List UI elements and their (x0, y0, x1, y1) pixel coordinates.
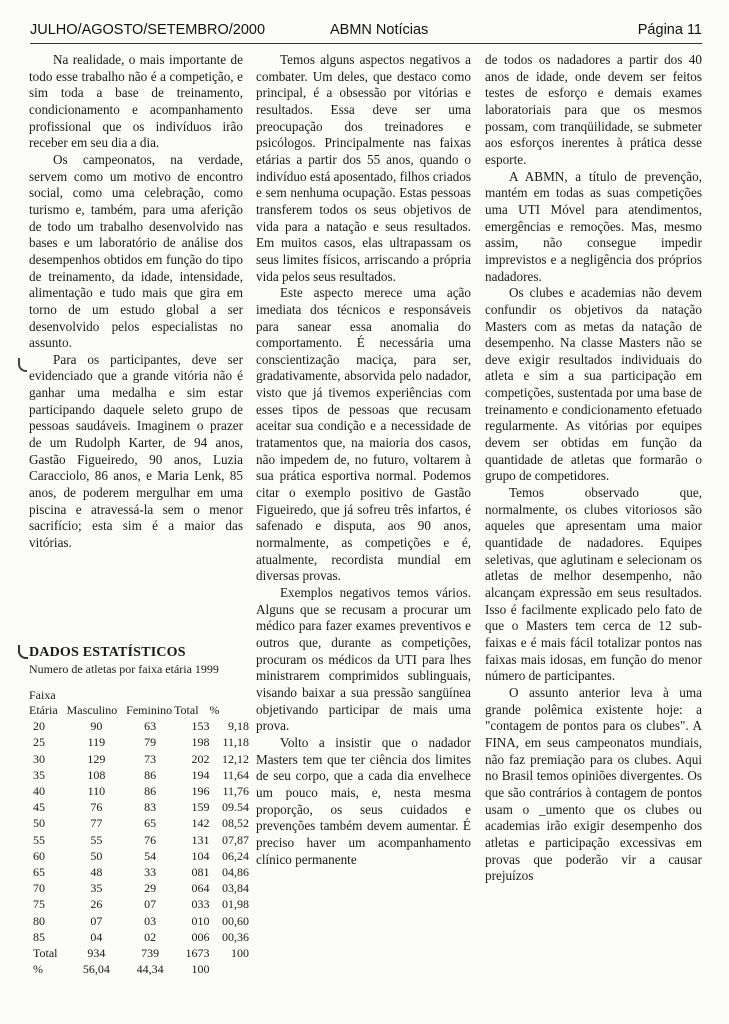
table-cell: 11,64 (222, 767, 249, 782)
table-cell: 80 (33, 913, 45, 928)
table-row (29, 832, 249, 848)
table-cell: 76 (90, 800, 103, 815)
stats-section (29, 645, 249, 977)
stats-table (29, 702, 249, 977)
stats-subtitle: Numero de atletas por faixa etária 1999 (29, 662, 219, 676)
column-header: Masculino (66, 703, 118, 717)
table-row (29, 929, 249, 945)
table-cell: 79 (144, 735, 157, 750)
table-cell: 02 (144, 929, 157, 944)
table-cell: 83 (144, 800, 157, 815)
table-cell: 50 (33, 816, 45, 831)
column-2 (256, 52, 471, 868)
paragraph: A ABMN, a título de prevenção, mantém em todas as suas competições uma UTI Móvel para atendimentos, emergências e remoções. Mas, mesmo assim, não consegue impedir imprevistos e a negligência dos próprios nadadores. (485, 168, 702, 284)
table-row (29, 799, 249, 815)
table-cell: 30 (33, 751, 45, 766)
table-cell: 104 (191, 848, 210, 863)
table-cell: 07 (144, 897, 157, 912)
table-cell: 60 (33, 848, 45, 863)
paragraph: Para os participantes, deve ser evidenciado que a grande vitória não é ganhar uma medalha e sim estar participando daquele seleto grupo de pessoas saudáveis. Imaginem o prazer de um Rudolph Karter, de 94 anos, Gastão Figueiredo, 90 anos, Luzia Caracciolo, 86 anos, e Maria Lenk, 85 anos, de poderem mergulhar em uma piscina e atravessá-la sem o menor sacrifício; esta sim é a maior das vitórias. (29, 351, 243, 551)
paragraph: Os campeonatos, na verdade, servem como um motivo de encontro social, como uma celebração, como turismo e, também, para uma aferição de todo um trabalho desenvolvido nas bases e um laboratório de análise dos desempenhos obtidos em função do tipo de treinamento, da idade, intensidade, alimentação e tudo mais que gira em torno de um estudo global a ser desenvolvido pelos especialistas no assunto. (29, 151, 243, 351)
table-cell: 40 (33, 784, 45, 799)
page-header (30, 22, 702, 44)
table-cell: 20 (33, 719, 45, 734)
table-cell: 08,52 (222, 816, 249, 831)
table-cell: 033 (191, 897, 210, 912)
table-cell: 75 (33, 897, 45, 912)
page-number: Página 11 (637, 22, 702, 38)
table-cell: 194 (191, 767, 210, 782)
table-cell: 86 (144, 784, 157, 799)
table-row (29, 751, 249, 767)
table-cell: 04,86 (222, 865, 249, 880)
table-cell: 44,34 (136, 962, 164, 977)
table-cell: 100 (191, 962, 210, 977)
scan-mark (18, 645, 28, 659)
table-cell: 73 (144, 751, 157, 766)
table-cell: 11,76 (222, 784, 249, 799)
table-row (29, 734, 249, 750)
table-cell: 33 (144, 865, 157, 880)
table-cell: 77 (90, 816, 103, 831)
publication-name: ABMN Notícias (330, 22, 429, 38)
table-row (29, 961, 249, 977)
table-cell: 202 (191, 751, 210, 766)
column-3 (485, 52, 702, 885)
table-cell: 129 (87, 751, 106, 766)
paragraph: Este aspecto merece uma ação imediata dos técnicos e responsáveis para sanear essa anomalia do comportamento. É necessária uma conscientização maciça, para ser, gradativamente, absorvida pelo nadador, visto que já tivemos experiências com esses tipos de pessoas que recusam aceitar sua condição e a necessidade de tratamentos que, na maioria dos casos, não impedem de, no futuro, voltarem à sua prática esportiva normal. Podemos citar o exemplo positivo de Gastão Figueiredo, que já sofreu três infartos, é safenado e disputa, aos 90 anos, normalmente, as competições e é, atualmente, recordista mundial em diversas provas. (256, 285, 471, 584)
header-rule (30, 43, 702, 44)
table-row (29, 913, 249, 929)
table-cell: 03 (144, 913, 157, 928)
column-header: Feminino (126, 703, 173, 717)
table-cell: 56,04 (82, 962, 110, 977)
table-cell: 65 (33, 865, 45, 880)
table-cell: 064 (191, 881, 210, 896)
table-cell: 01,98 (222, 897, 249, 912)
table-cell: 119 (87, 735, 106, 750)
table-cell: 45 (33, 800, 45, 815)
table-cell: 131 (191, 832, 210, 847)
table-row (29, 783, 249, 799)
paragraph: O assunto anterior leva à uma grande polêmica existente hoje: a "contagem de pontos para os clubes". A FINA, em seus campeonatos mundiais, não faz premiação para os clubes. Aqui no Brasil temos opiniões divergentes. Os que são contrários à contagem de pontos usam o _umento que os clubes ou academias irão exigir desempenho dos atletas e participação excessivas em provas que poderão vir a causar prejuízos (485, 684, 702, 884)
table-cell: 1673 (185, 946, 210, 961)
table-cell: 006 (191, 929, 210, 944)
table-cell: 90 (90, 719, 103, 734)
paragraph: Os clubes e academias não devem confundir os objetivos da natação Masters com as metas da natação de desempenho. Na classe Masters não se deve exigir resultados individuais do atleta e sim a sua participação em competições, sustentada por uma base de treinamento e condicionamento efetuado regularmente. As vitórias por equipes devem ser obtidas em função da quantidade de atletas que formarão o grupo de competidores. (485, 285, 702, 484)
table-cell: 198 (191, 735, 210, 750)
table-cell: 35 (33, 767, 45, 782)
table-cell: 07,87 (222, 832, 249, 847)
table-cell: 739 (141, 946, 160, 961)
table-cell: 110 (87, 784, 106, 799)
issue-date: JULHO/AGOSTO/SETEMBRO/2000 (30, 22, 266, 38)
table-cell: 55 (33, 832, 45, 847)
column-1 (29, 52, 243, 552)
table-row (29, 945, 249, 961)
column-header: Etária (29, 703, 58, 717)
table-cell: 03,84 (222, 881, 249, 896)
table-cell: 55 (90, 832, 103, 847)
table-cell: 934 (87, 946, 106, 961)
stats-title: DADOS ESTATÍSTICOS (29, 645, 186, 660)
table-cell: 159 (191, 800, 210, 815)
table-cell: 081 (191, 865, 210, 880)
table-cell: 29 (144, 881, 157, 896)
table-cell: 9,18 (228, 719, 249, 734)
table-cell: 108 (87, 767, 106, 782)
table-cell: 00,36 (222, 929, 249, 944)
table-cell: 86 (144, 767, 157, 782)
table-row (29, 848, 249, 864)
table-header-faixa: Faixa (29, 688, 56, 702)
table-cell: 196 (191, 784, 210, 799)
scan-mark (18, 358, 27, 372)
table-row (29, 767, 249, 783)
table-row (29, 864, 249, 880)
table-cell: 63 (144, 719, 157, 734)
table-cell: 54 (144, 848, 157, 863)
table-cell: 25 (33, 735, 45, 750)
column-header: Total (174, 703, 199, 717)
paragraph: Exemplos negativos temos vários. Alguns que se recusam a procurar um médico para fazer exames preventivos e outros que, durante as competições, procuram os médicos da UTI para lhes ministrarem comprimidos sublinguais, visando baixar a sua pressão sangüínea objetivando participar de mais uma prova. (256, 585, 471, 734)
paragraph: Na realidade, o mais importante de todo esse trabalho não é a competição, e sim toda a base de treinamento, condicionamento e acompanhamento profissional que os indivíduos irão receber em seu dia a dia. (29, 52, 243, 151)
table-cell: 12,12 (222, 751, 249, 766)
table-cell: 100 (231, 946, 249, 961)
paragraph: Temos alguns aspectos negativos a combater. Um deles, que destaco como principal, é a obsessão por vitórias e resultados. Essa deve ser uma preocupação dos treinadores e psicólogos. Principalmente nas faixas etárias a partir dos 55 anos, quando o indivíduo está aposentado, filhos criados e sem nenhuma ocupação. Estas pessoas transferem todos os seus objetivos de vida para a natação e seus resultados. Em muitos casos, elas ultrapassam os seus limites físicos, arriscando a própria vida pelos seus resultados. (256, 52, 471, 284)
table-cell: 07 (90, 913, 103, 928)
table-row (29, 718, 249, 734)
table-cell: 76 (144, 832, 157, 847)
table-cell: 11,18 (222, 735, 249, 750)
column-header: % (209, 703, 220, 717)
table-cell: 142 (191, 816, 210, 831)
table-cell: 00,60 (222, 913, 249, 928)
table-cell: 35 (90, 881, 103, 896)
table-row (29, 896, 249, 912)
table-row (29, 815, 249, 831)
table-cell: 09.54 (222, 800, 249, 815)
table-cell: 85 (33, 929, 45, 944)
table-cell: 65 (144, 816, 157, 831)
table-cell (210, 961, 249, 977)
paragraph: Temos observado que, normalmente, os clubes vitoriosos são aqueles que apresentam uma maior quantidade de nadadores. Equipes seletivas, que aglutinam e selecionam os atletas de melhor desempenho, não alcançam expressão em seus resultados. Isso é facilmente explicado pelo fato de que o Masters tem cerca de 12 sub-faixas e é mais fácil totalizar pontos nas faixas mais idosas, em função do menor número de participantes. (485, 485, 702, 684)
table-cell: Total (33, 946, 58, 961)
table-cell: 50 (90, 848, 103, 863)
paragraph: de todos os nadadores a partir dos 40 anos de idade, onde devem ser feitos testes de esforço e demais exames laboratoriais para que os mesmos possam, com tranqüilidade, se submeter aos esforços inerentes à prática desse esporte. (485, 52, 702, 167)
table-cell: % (33, 962, 43, 977)
table-header-row (29, 702, 249, 718)
table-cell: 04 (90, 929, 103, 944)
table-cell: 010 (191, 913, 210, 928)
table-cell: 06,24 (222, 848, 249, 863)
table-cell: 70 (33, 881, 45, 896)
table-row (29, 880, 249, 896)
table-cell: 48 (90, 865, 103, 880)
table-cell: 153 (191, 719, 210, 734)
table-cell: 26 (90, 897, 103, 912)
paragraph: Volto a insistir que o nadador Masters tem que ter ciência dos limites de seu corpo, que a cada dia envelhece um pouco mais, e, nesta mesma proporção, os seus cuidados e prevenções também devem aumentar. É preciso haver um acompanhamento clínico permanente (256, 734, 471, 867)
